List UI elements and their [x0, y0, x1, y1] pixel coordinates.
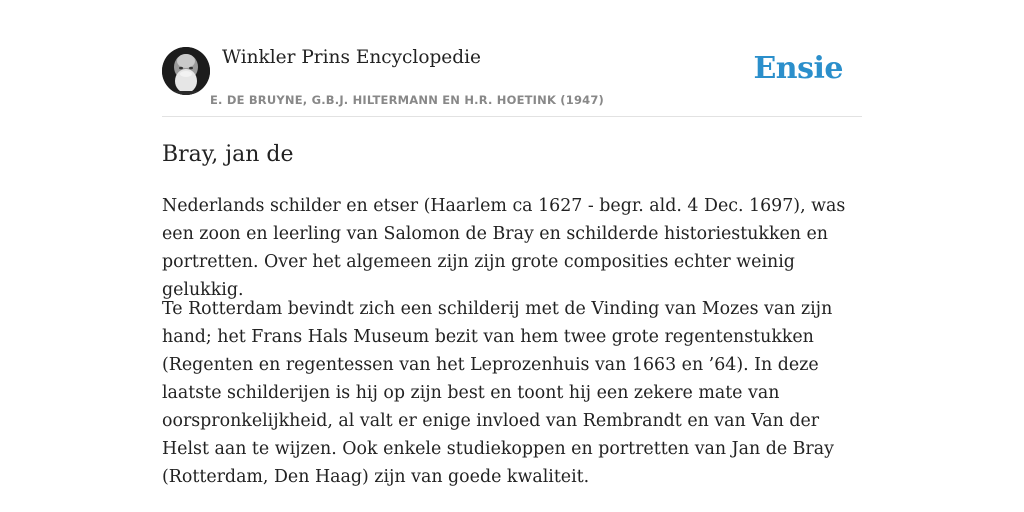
- article-paragraph-2: Te Rotterdam bevindt zich een schilderij met de Vinding van Mozes van zijn hand; het Frans Hals Museum bezit van hem twee grote regentenstukken (Regenten en regentessen van het Leprozenhuis van 1663 en ’64). In deze laatste schilderijen is hij op zijn best en toont hij een zekere mate van oorspronkelijkheid, al valt er enige invloed van Rembrandt en van Van der Helst aan te wijzen. Ook enkele studiekoppen en portretten van Jan de Bray (Rotterdam, Den Haag) zijn van goede kwaliteit.: [162, 299, 834, 487]
- author-portrait-icon: [162, 47, 210, 95]
- source-authors: E. DE BRUYNE, G.B.J. HILTERMANN EN H.R. HOETINK (1947): [210, 93, 605, 107]
- source-header: [162, 46, 862, 117]
- article-title: Bray, jan de: [162, 142, 294, 167]
- ensie-logo[interactable]: Ensie: [753, 51, 843, 86]
- article-paragraph-1: Nederlands schilder en etser (Haarlem ca 1627 - begr. ald. 4 Dec. 1697), was een zoon en leerling van Salomon de Bray en schilderde historiestukken en portretten. Over het algemeen zijn zijn grote composities echter weinig gelukkig.: [162, 196, 846, 300]
- source-title[interactable]: Winkler Prins Encyclopedie: [222, 47, 481, 68]
- author-avatar[interactable]: [162, 47, 210, 95]
